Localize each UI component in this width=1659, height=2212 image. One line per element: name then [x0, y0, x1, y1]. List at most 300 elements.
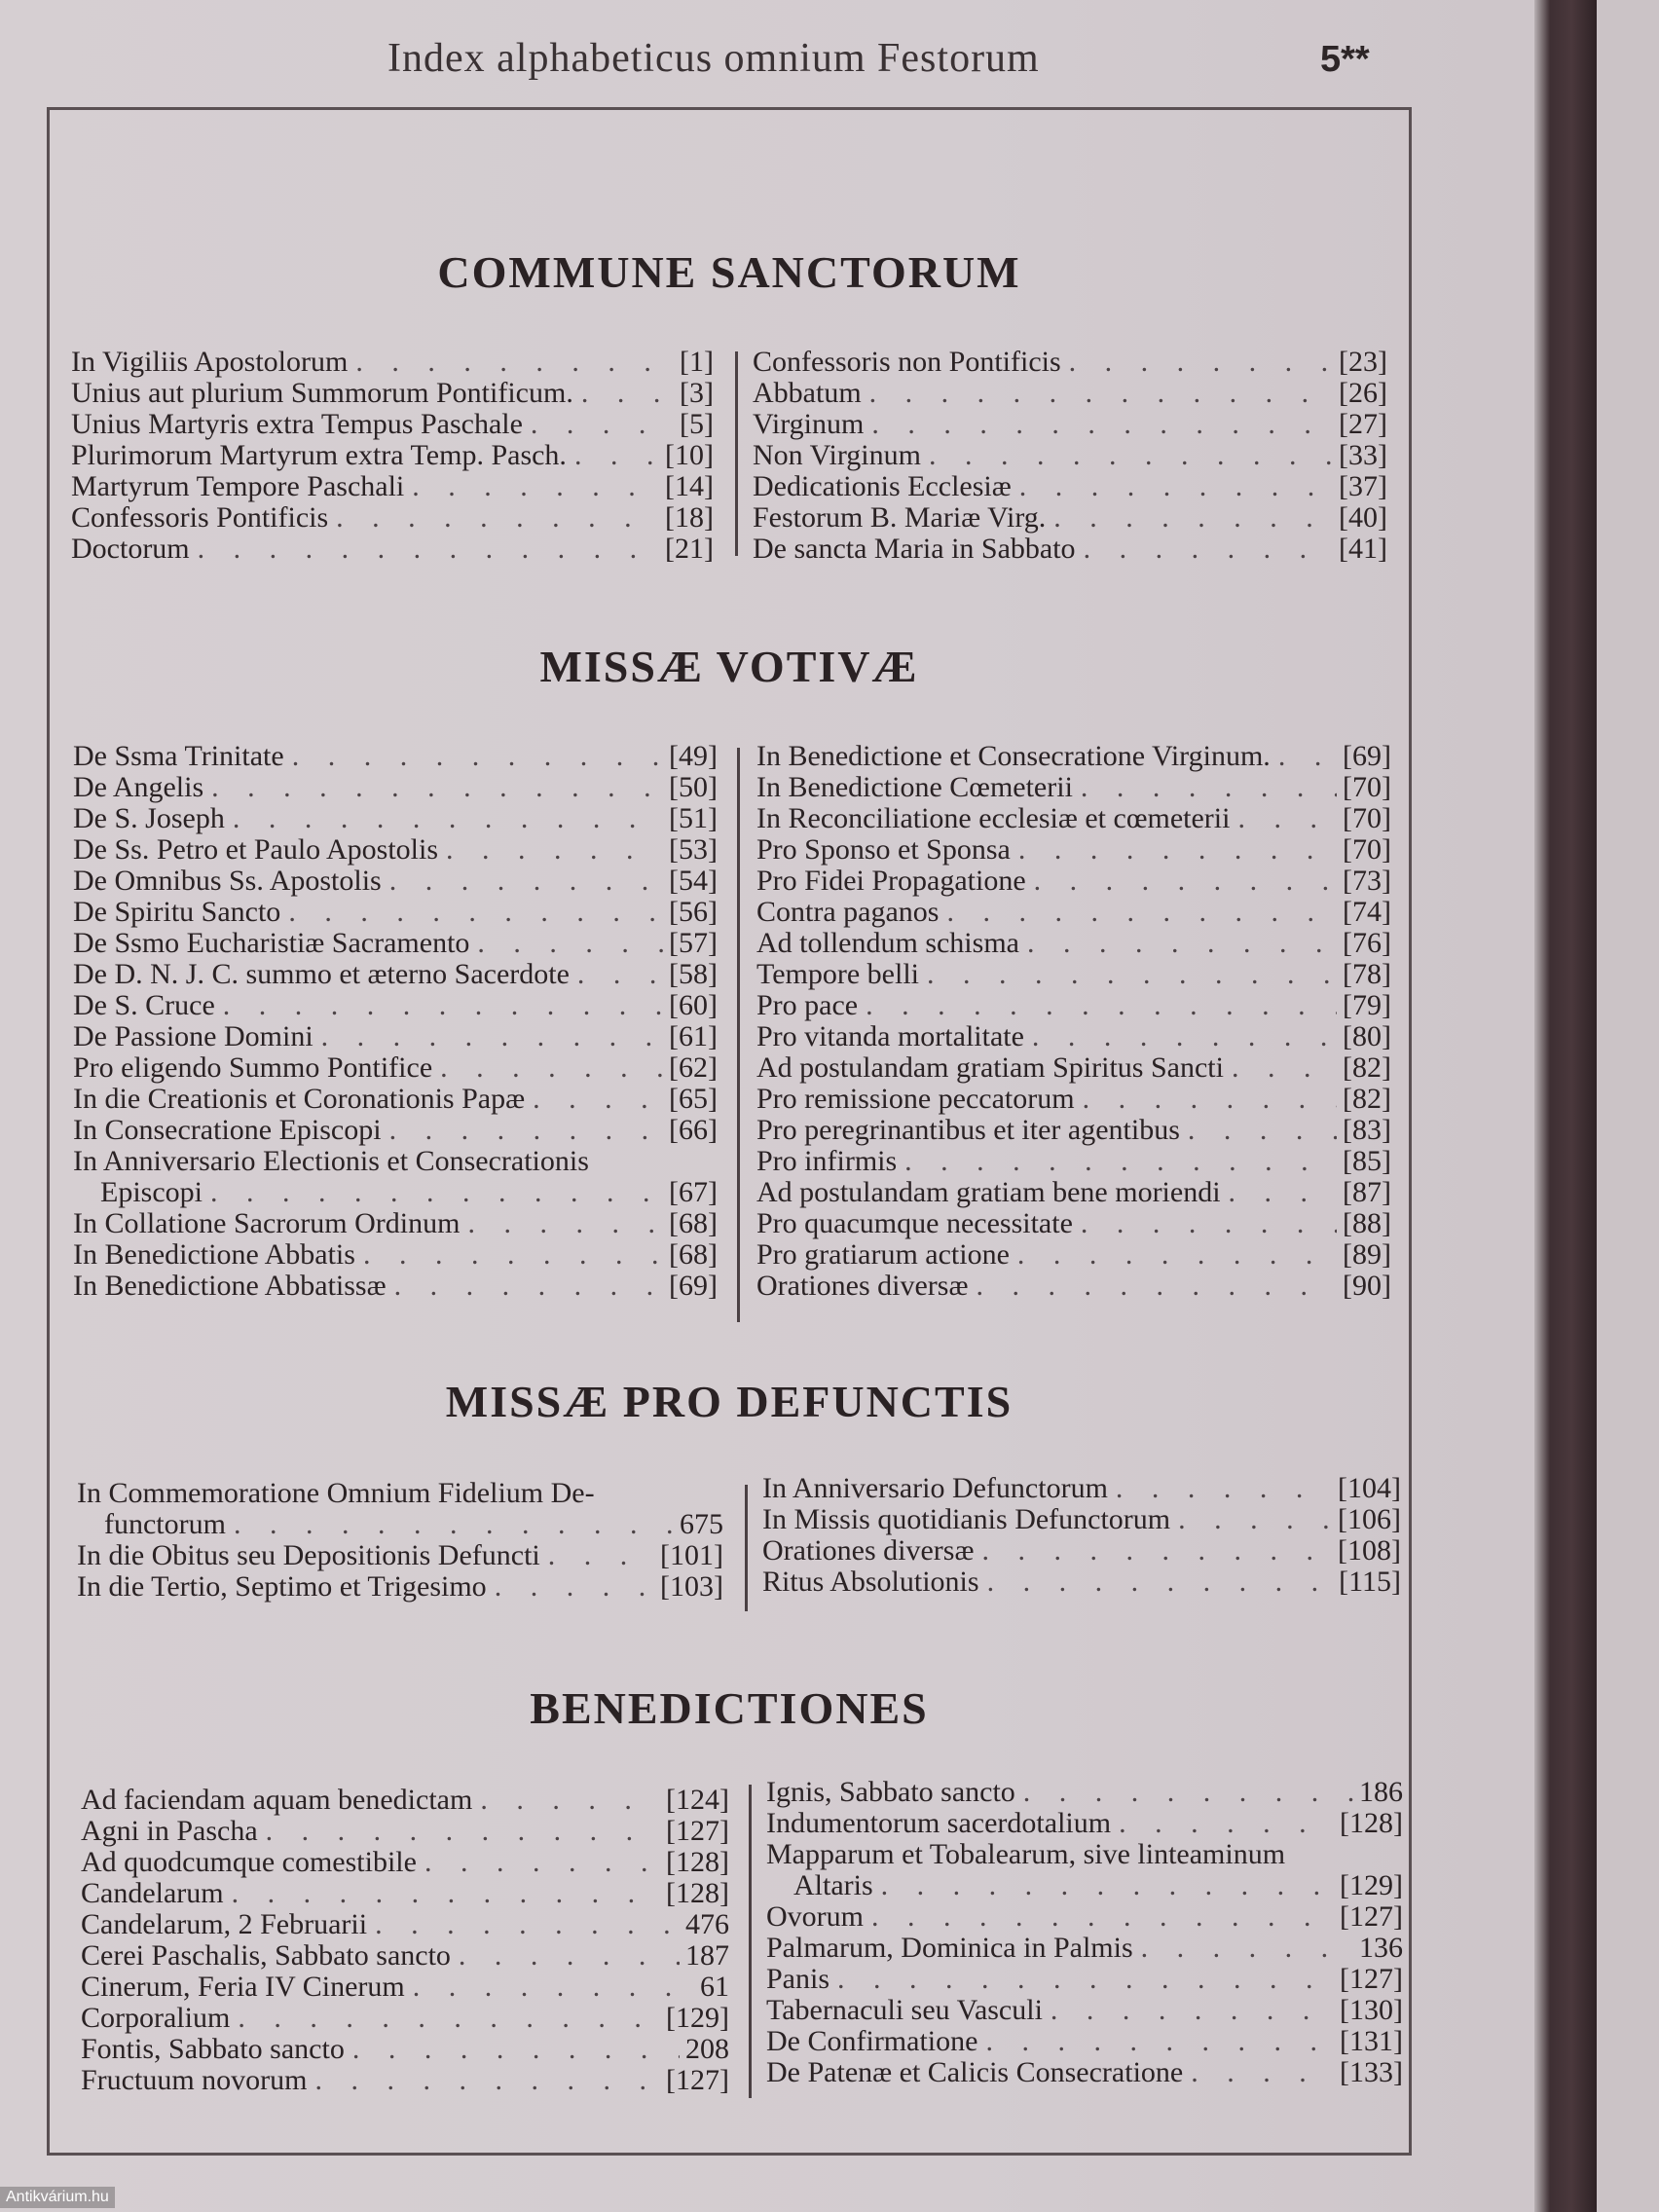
dot-leader [438, 834, 663, 866]
entry-page-ref: [37] [1339, 470, 1387, 502]
dot-leader [1012, 471, 1333, 502]
index-entry [756, 1177, 1391, 1208]
votivae-right-column [756, 741, 1391, 1302]
index-entry [73, 959, 718, 990]
entry-name: In Benedictione Abbatissæ [73, 1270, 387, 1302]
entry-name: Ignis, Sabbato sancto [766, 1776, 1015, 1808]
entry-name: Plurimorum Martyrum extra Temp. Pasch. [71, 439, 567, 471]
dot-leader [1111, 1808, 1334, 1839]
dot-leader [190, 534, 659, 565]
entry-page-ref: [127] [1340, 1963, 1403, 1995]
entry-name: In Benedictione et Consecratione Virginum. [756, 740, 1271, 772]
index-entry [756, 959, 1391, 990]
index-entry [71, 409, 714, 440]
dot-leader [225, 803, 663, 834]
entry-name: functorum [104, 1508, 226, 1540]
index-entry [81, 1940, 729, 1972]
index-entry [756, 897, 1391, 928]
index-entry [81, 2034, 729, 2065]
index-entry [73, 1208, 718, 1239]
entry-page-ref: [88] [1343, 1207, 1391, 1239]
index-entry [77, 1540, 723, 1571]
entry-name: De Confirmatione [766, 2025, 978, 2057]
entry-page-ref: [60] [669, 989, 718, 1021]
entry-page-ref: [54] [669, 865, 718, 897]
dot-leader [355, 1239, 663, 1271]
entry-page-ref: [62] [669, 1051, 718, 1084]
entry-name: In Vigiliis Apostolorum [71, 346, 349, 378]
dot-leader [284, 741, 663, 772]
entry-page-ref: [66] [669, 1114, 718, 1146]
dot-leader [203, 1177, 663, 1208]
index-entry [73, 897, 718, 928]
dot-leader [1170, 1504, 1332, 1535]
index-entry [756, 1115, 1391, 1146]
index-entry [73, 1146, 718, 1177]
entry-name: Mapparum et Tobalearum, sive linteaminum [766, 1838, 1286, 1870]
entry-name: Confessoris Pontificis [71, 501, 329, 534]
entry-page-ref: [127] [666, 1815, 729, 1847]
entry-name: Abbatum [753, 377, 862, 409]
index-entry [71, 471, 714, 502]
dot-leader [1183, 2057, 1334, 2088]
dot-leader [1221, 1177, 1337, 1208]
entry-page-ref: [127] [666, 2064, 729, 2096]
dot-leader [451, 1940, 680, 1972]
entry-name: Ad faciendam aquam benedictam [81, 1784, 473, 1816]
index-entry [73, 866, 718, 897]
index-entry [753, 471, 1387, 502]
entry-page-ref: [10] [665, 439, 714, 471]
entry-name: Corporalium [81, 2002, 231, 2034]
defunctis-right-column [762, 1473, 1401, 1598]
entry-name: De Angelis [73, 771, 204, 803]
index-entry [756, 741, 1391, 772]
running-header-title: Index alphabeticus omnium Festorum [387, 36, 1040, 81]
entry-name: In Reconciliatione ecclesiæ et cœmeterii [756, 802, 1231, 834]
entry-name: De sancta Maria in Sabbato [753, 533, 1076, 565]
entry-name: Pro quacumque necessitate [756, 1207, 1073, 1239]
index-entry [71, 378, 714, 409]
index-entry [71, 347, 714, 378]
entry-name: In Anniversario Defunctorum [762, 1472, 1108, 1504]
index-entry [753, 409, 1387, 440]
entry-page-ref: [83] [1343, 1114, 1391, 1146]
entry-name: Episcopi [100, 1176, 203, 1208]
index-entry [73, 803, 718, 834]
index-frame [47, 107, 1412, 2156]
dot-leader [1073, 1208, 1337, 1239]
index-entry [77, 1478, 723, 1509]
section-title-commune: COMMUNE SANCTORUM [437, 247, 1021, 297]
index-entry [81, 1785, 729, 1816]
column-separator [737, 748, 740, 1322]
entry-page-ref: [5] [680, 408, 714, 440]
entry-page-ref: 136 [1359, 1932, 1403, 1964]
entry-name: Pro Sponso et Sponsa [756, 833, 1011, 866]
entry-name: Pro vitanda mortalitate [756, 1020, 1024, 1052]
index-entry [81, 1816, 729, 1847]
index-entry [766, 1901, 1403, 1933]
index-entry [766, 1995, 1403, 2026]
dot-leader [367, 1909, 680, 1940]
entry-name: De Ssmo Eucharistiæ Sacramento [73, 927, 470, 959]
entry-page-ref: 186 [1359, 1776, 1403, 1808]
entry-page-ref: [79] [1343, 989, 1391, 1021]
dot-leader [1271, 741, 1337, 772]
dot-leader [1224, 1052, 1337, 1084]
entry-page-ref: [131] [1340, 2025, 1403, 2057]
entry-page-ref: [127] [1340, 1900, 1403, 1933]
dot-leader [1133, 1933, 1353, 1964]
entry-name: Ritus Absolutionis [762, 1566, 979, 1598]
entry-name: De D. N. J. C. summo et æterno Sacerdote [73, 958, 570, 990]
dot-leader [1230, 803, 1337, 834]
index-entry [756, 803, 1391, 834]
dot-leader [977, 2026, 1334, 2057]
index-entry [766, 1933, 1403, 1964]
index-entry [756, 1084, 1391, 1115]
entry-page-ref: [129] [666, 2002, 729, 2034]
dot-leader [224, 1878, 660, 1909]
entry-name: In Collatione Sacrorum Ordinum [73, 1207, 461, 1239]
entry-page-ref: [41] [1339, 533, 1387, 565]
entry-page-ref: [51] [669, 802, 718, 834]
entry-name: Fontis, Sabbato sancto [81, 2033, 345, 2065]
dot-leader [460, 1208, 663, 1239]
dot-leader [382, 866, 663, 897]
entry-name: In Consecratione Episcopi [73, 1114, 382, 1146]
index-entry [73, 990, 718, 1021]
entry-page-ref: [33] [1339, 439, 1387, 471]
index-entry [77, 1571, 723, 1603]
entry-name: Ovorum [766, 1900, 864, 1933]
index-entry [762, 1567, 1401, 1598]
dot-leader [280, 897, 663, 928]
dot-leader [862, 378, 1333, 409]
index-entry [81, 1909, 729, 1940]
entry-page-ref: [76] [1343, 927, 1391, 959]
entry-page-ref: [23] [1339, 346, 1387, 378]
entry-name: De Omnibus Ss. Apostolis [73, 865, 382, 897]
entry-page-ref: [128] [666, 1877, 729, 1909]
entry-page-ref: [67] [669, 1176, 718, 1208]
entry-page-ref: [56] [669, 896, 718, 928]
entry-page-ref: [129] [1340, 1869, 1403, 1901]
entry-page-ref: [128] [1340, 1807, 1403, 1839]
entry-page-ref: 187 [685, 1939, 729, 1972]
index-entry [756, 928, 1391, 959]
index-entry [756, 1021, 1391, 1052]
dot-leader [1015, 1777, 1353, 1808]
index-entry [766, 1870, 1403, 1901]
index-entry [766, 2026, 1403, 2057]
entry-name: Pro peregrinantibus et iter agentibus [756, 1114, 1180, 1146]
dot-leader [1011, 834, 1337, 866]
entry-name: De Patenæ et Calicis Consecratione [766, 2056, 1184, 2088]
benedictiones-right-column [766, 1777, 1403, 2088]
index-entry [77, 1509, 723, 1540]
entry-page-ref: [80] [1343, 1020, 1391, 1052]
entry-page-ref: [21] [665, 533, 714, 565]
dot-leader [328, 502, 659, 534]
section-title-benedictiones: BENEDICTIONES [530, 1683, 929, 1733]
index-entry [756, 772, 1391, 803]
entry-name: In die Obitus seu Depositionis Defuncti [77, 1539, 540, 1571]
dot-leader [203, 772, 663, 803]
entry-name: De Ssma Trinitate [73, 740, 284, 772]
entry-page-ref: [61] [669, 1020, 718, 1052]
entry-name: Dedicationis Ecclesiæ [753, 470, 1012, 502]
dot-leader [968, 1271, 1337, 1302]
index-entry [766, 1777, 1403, 1808]
dot-leader [830, 1964, 1334, 1995]
entry-name: Ad postulandam gratiam bene moriendi [756, 1176, 1221, 1208]
index-entry [753, 378, 1387, 409]
dot-leader [382, 1115, 663, 1146]
index-entry [756, 1052, 1391, 1084]
dot-leader [567, 440, 659, 471]
entry-page-ref: [115] [1339, 1566, 1401, 1598]
dot-leader [523, 409, 674, 440]
entry-page-ref: [101] [660, 1539, 723, 1571]
dot-leader [897, 1146, 1337, 1177]
dot-leader [308, 2065, 661, 2096]
entry-page-ref: [1] [680, 346, 714, 378]
index-entry [81, 1878, 729, 1909]
entry-name: Ad quodcumque comestibile [81, 1846, 417, 1878]
index-entry [756, 866, 1391, 897]
index-entry [762, 1473, 1401, 1504]
dot-leader [1076, 534, 1333, 565]
entry-name: Cerei Paschalis, Sabbato sancto [81, 1939, 451, 1972]
dot-leader [1046, 502, 1333, 534]
index-entry [766, 1964, 1403, 1995]
entry-page-ref: [104] [1338, 1472, 1401, 1504]
dot-leader [573, 378, 674, 409]
entry-name: De S. Joseph [73, 802, 225, 834]
dot-leader [345, 2034, 680, 2065]
entry-name: Unius aut plurium Summorum Pontificum. [71, 377, 573, 409]
index-entry [756, 990, 1391, 1021]
section-title-votivae: MISSÆ VOTIVÆ [539, 642, 919, 691]
entry-name: Doctorum [71, 533, 190, 565]
entry-name: In Anniversario Electionis et Consecrationis [73, 1145, 589, 1177]
column-separator [735, 351, 738, 556]
entry-page-ref: [89] [1343, 1238, 1391, 1271]
index-entry [71, 534, 714, 565]
page-number: 5** [1320, 39, 1370, 80]
dot-leader [417, 1847, 660, 1878]
entry-page-ref: [74] [1343, 896, 1391, 928]
dot-leader [387, 1271, 663, 1302]
entry-name: De Passione Domini [73, 1020, 313, 1052]
index-entry [762, 1535, 1401, 1567]
dot-leader [487, 1571, 654, 1603]
dot-leader [919, 959, 1337, 990]
index-entry [756, 1239, 1391, 1271]
dot-leader [540, 1540, 654, 1571]
dot-leader [979, 1567, 1334, 1598]
section-title-defunctis: MISSÆ PRO DEFUNCTIS [445, 1377, 1014, 1426]
dot-leader [864, 409, 1333, 440]
votivae-left-column [73, 741, 718, 1302]
index-entry [73, 1271, 718, 1302]
dot-leader [1180, 1115, 1337, 1146]
entry-name: Cinerum, Feria IV Cinerum [81, 1971, 405, 2003]
entry-name: De Spiritu Sancto [73, 896, 281, 928]
dot-leader [230, 2003, 660, 2034]
entry-page-ref: [69] [669, 1270, 718, 1302]
index-entry [73, 1052, 718, 1084]
entry-name: Contra paganos [756, 896, 940, 928]
dot-leader [1073, 772, 1337, 803]
index-entry [753, 440, 1387, 471]
entry-name: Fructuum novorum [81, 2064, 308, 2096]
dot-leader [432, 1052, 663, 1084]
dot-leader [525, 1084, 663, 1115]
dot-leader [864, 1901, 1334, 1933]
entry-name: Panis [766, 1963, 830, 1995]
entry-name: Indumentorum sacerdotalium [766, 1807, 1112, 1839]
index-entry [71, 502, 714, 534]
entry-name: De S. Cruce [73, 989, 215, 1021]
dot-leader [1019, 928, 1337, 959]
entry-name: Candelarum [81, 1877, 224, 1909]
entry-name: Ad tollendum schisma [756, 927, 1019, 959]
entry-name: Tabernaculi seu Vasculi [766, 1994, 1043, 2026]
entry-page-ref: [128] [666, 1846, 729, 1878]
dot-leader [921, 440, 1333, 471]
entry-page-ref: [70] [1343, 802, 1391, 834]
index-entry [73, 1021, 718, 1052]
entry-name: Candelarum, 2 Februarii [81, 1908, 368, 1940]
entry-page-ref: [18] [665, 501, 714, 534]
dot-leader [858, 990, 1337, 1021]
entry-page-ref: [130] [1340, 1994, 1403, 2026]
entry-name: Agni in Pascha [81, 1815, 258, 1847]
index-entry [73, 928, 718, 959]
index-entry [71, 440, 714, 471]
entry-page-ref: 208 [685, 2033, 729, 2065]
entry-page-ref: [90] [1343, 1270, 1391, 1302]
index-entry [81, 1972, 729, 2003]
entry-name: In Missis quotidianis Defunctorum [762, 1503, 1171, 1535]
entry-page-ref: [82] [1343, 1083, 1391, 1115]
index-entry [756, 834, 1391, 866]
dot-leader [405, 1972, 694, 2003]
index-entry [766, 1839, 1403, 1870]
entry-page-ref: [68] [669, 1238, 718, 1271]
entry-name: Non Virginum [753, 439, 921, 471]
book-spine [1534, 0, 1597, 2212]
entry-page-ref: [124] [666, 1784, 729, 1816]
entry-page-ref: [73] [1343, 865, 1391, 897]
entry-page-ref: [40] [1339, 501, 1387, 534]
entry-name: Virginum [753, 408, 865, 440]
benedictiones-left-column [81, 1785, 729, 2096]
index-entry [753, 534, 1387, 565]
entry-page-ref: [106] [1338, 1503, 1401, 1535]
entry-name: Orationes diversæ [756, 1270, 969, 1302]
entry-page-ref: [70] [1343, 771, 1391, 803]
index-entry [81, 2065, 729, 2096]
entry-name: Altaris [793, 1869, 873, 1901]
entry-page-ref: [65] [669, 1083, 718, 1115]
defunctis-left-column [77, 1478, 723, 1603]
entry-page-ref: [85] [1343, 1145, 1391, 1177]
entry-page-ref: [58] [669, 958, 718, 990]
entry-page-ref: 476 [685, 1908, 729, 1940]
entry-name: Pro remissione peccatorum [756, 1083, 1075, 1115]
dot-leader [1108, 1473, 1332, 1504]
index-entry [73, 1239, 718, 1271]
dot-leader [469, 928, 663, 959]
entry-page-ref: 675 [680, 1508, 723, 1540]
dot-leader [404, 471, 659, 502]
dot-leader [215, 990, 663, 1021]
dot-leader [939, 897, 1337, 928]
dot-leader [1024, 1021, 1337, 1052]
column-separator [749, 1785, 752, 2098]
entry-page-ref: [57] [669, 927, 718, 959]
entry-page-ref: [50] [669, 771, 718, 803]
entry-page-ref: 61 [700, 1971, 729, 2003]
index-entry [756, 1208, 1391, 1239]
index-entry [753, 502, 1387, 534]
entry-name: Orationes diversæ [762, 1534, 975, 1567]
entry-name: In die Creationis et Coronationis Papæ [73, 1083, 526, 1115]
entry-name: De Ss. Petro et Paulo Apostolis [73, 833, 439, 866]
entry-page-ref: [69] [1343, 740, 1391, 772]
commune-left-column [71, 347, 714, 565]
index-entry [756, 1271, 1391, 1302]
index-entry [73, 1084, 718, 1115]
entry-name: In Commemoratione Omnium Fidelium De- [77, 1477, 595, 1509]
index-entry [766, 2057, 1403, 2088]
entry-name: Confessoris non Pontificis [753, 346, 1061, 378]
entry-page-ref: [82] [1343, 1051, 1391, 1084]
entry-name: Pro pace [756, 989, 859, 1021]
dot-leader [974, 1535, 1332, 1567]
entry-page-ref: [103] [660, 1570, 723, 1603]
entry-page-ref: [27] [1339, 408, 1387, 440]
entry-page-ref: [70] [1343, 833, 1391, 866]
dot-leader [1010, 1239, 1337, 1271]
column-separator [745, 1485, 748, 1611]
dot-leader [1061, 347, 1333, 378]
dot-leader [226, 1509, 674, 1540]
dot-leader [570, 959, 663, 990]
index-entry [73, 772, 718, 803]
entry-name: Pro gratiarum actione [756, 1238, 1010, 1271]
dot-leader [313, 1021, 663, 1052]
entry-name: Unius Martyris extra Tempus Paschale [71, 408, 523, 440]
entry-name: Festorum B. Mariæ Virg. [753, 501, 1047, 534]
entry-page-ref: [68] [669, 1207, 718, 1239]
dot-leader [1075, 1084, 1337, 1115]
entry-name: Pro eligendo Summo Pontifice [73, 1051, 433, 1084]
entry-name: Martyrum Tempore Paschali [71, 470, 405, 502]
index-entry [762, 1504, 1401, 1535]
entry-name: In Benedictione Cœmeterii [756, 771, 1073, 803]
dot-leader [258, 1816, 660, 1847]
entry-page-ref: [49] [669, 740, 718, 772]
watermark-label: Antikvárium.hu [0, 2187, 115, 2208]
entry-page-ref: [3] [680, 377, 714, 409]
index-entry [73, 834, 718, 866]
entry-page-ref: [108] [1338, 1534, 1401, 1567]
